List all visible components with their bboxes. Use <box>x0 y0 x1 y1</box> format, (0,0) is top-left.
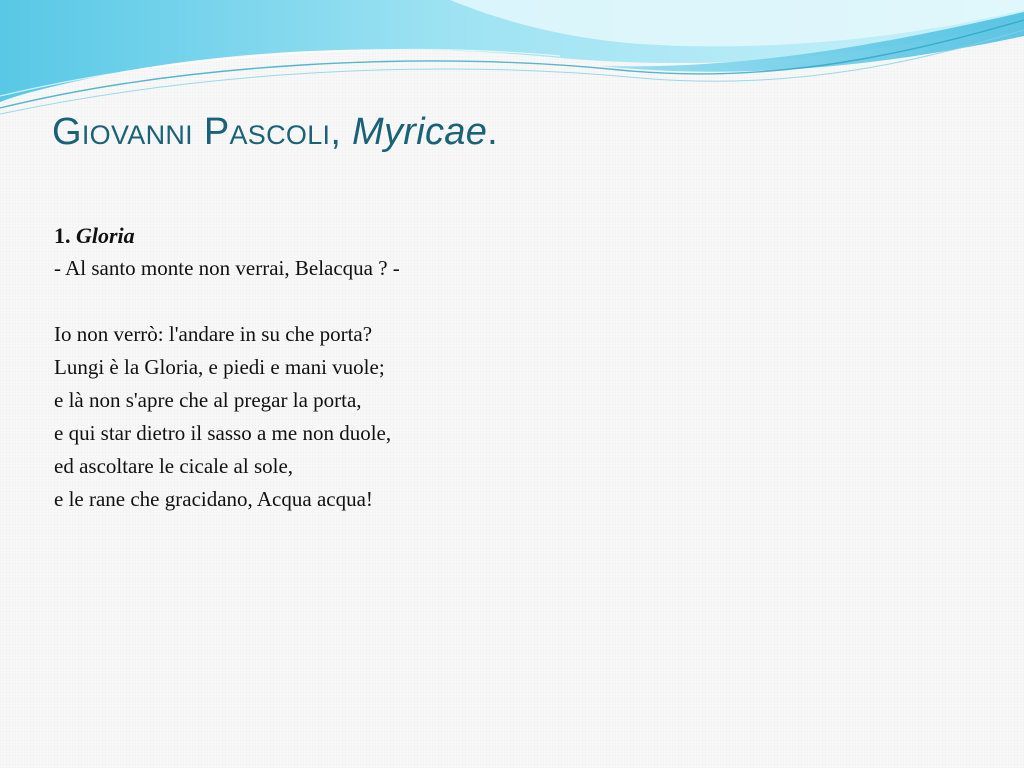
title-work: Myricae <box>352 111 488 153</box>
title-author-first: Giovanni <box>52 111 193 153</box>
title-end: . <box>487 111 499 153</box>
poem-line-5: ed ascoltare le cicale al sole, <box>54 454 294 478</box>
poem-line-1: Io non verrò: l'andare in su che porta? <box>54 322 373 346</box>
poem-epigraph: - Al santo monte non verrai, Belacqua ? - <box>54 256 400 280</box>
poem-line-2: Lungi è la Gloria, e piedi e mani vuole; <box>54 355 385 379</box>
slide-title <box>52 108 498 156</box>
poem-title: Gloria <box>76 223 135 248</box>
poem-line-3: e là non s'apre che al pregar la porta, <box>54 388 362 412</box>
poem-line-6: e le rane che gracidano, Acqua acqua! <box>54 487 373 511</box>
poem-line-4: e qui star dietro il sasso a me non duole, <box>54 421 392 445</box>
title-separator: , <box>330 111 342 153</box>
poem-content <box>54 219 954 516</box>
title-author-last: Pascoli <box>203 111 331 153</box>
poem-heading <box>54 219 954 252</box>
poem-number: 1. <box>54 223 71 248</box>
